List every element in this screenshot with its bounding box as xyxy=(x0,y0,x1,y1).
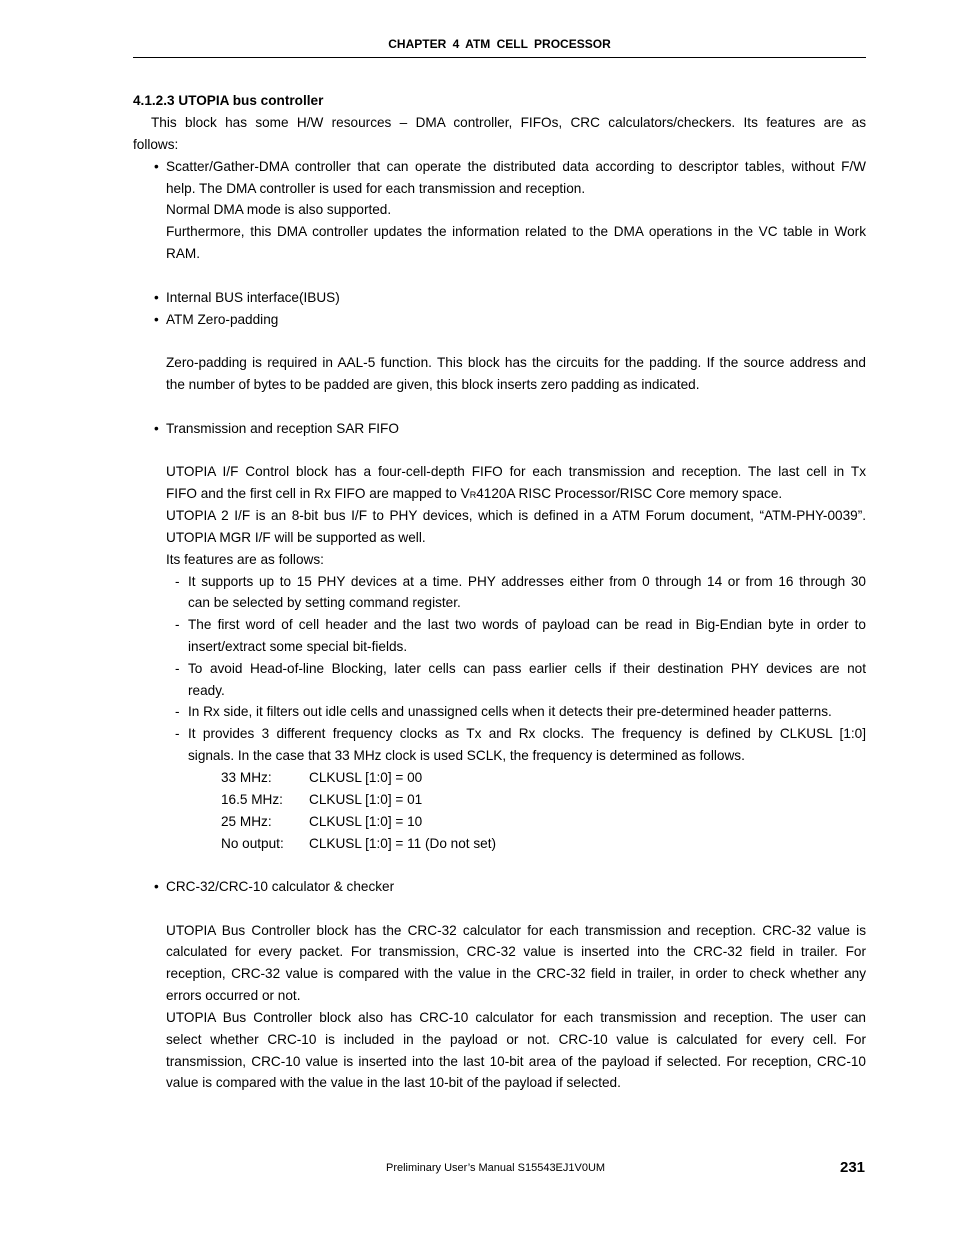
dash-item-3-line-1: To avoid Head-of-line Blocking, later cells can pass earlier cells if their destination PHY devices are not xyxy=(188,661,866,676)
sar-fifo-title: Transmission and reception SAR FIFO xyxy=(166,421,399,436)
dash-item-4-line-1: In Rx side, it filters out idle cells and unassigned cells when it detects their pre-determined header patterns. xyxy=(188,704,832,719)
crc-line-6: select whether CRC-10 is included in the payload or not. CRC-10 value is calculated for every cell. For xyxy=(166,1032,866,1047)
bullet-sar-fifo: • xyxy=(154,421,159,436)
sar-fifo-line-5: Its features are as follows: xyxy=(166,552,324,567)
dash-item-2-marker: - xyxy=(175,617,180,632)
crc-line-3: reception, CRC-32 value is compared with the value in the CRC-32 field in trailer, in order to check whether any xyxy=(166,966,866,981)
clock-setting-2: CLKUSL [1:0] = 01 xyxy=(309,792,423,807)
zero-padding-line-1: Zero-padding is required in AAL-5 function. This block has the circuits for the padding. If the source address and xyxy=(166,355,866,370)
crc-line-2: calculated for every packet. For transmission, CRC-32 value is inserted into the CRC-32 field in trailer. For xyxy=(166,944,866,959)
dash-item-2-line-1: The first word of cell header and the last two words of payload can be read in Big-Endian byte in order to xyxy=(188,617,866,632)
dash-item-1-line-2: can be selected by setting command register. xyxy=(188,595,461,610)
dma-line-4: Furthermore, this DMA controller updates the information related to the DMA operations in the VC table in Work xyxy=(166,224,866,239)
crc-line-5: UTOPIA Bus Controller block also has CRC-10 calculator for each transmission and reception. The user can xyxy=(166,1010,866,1025)
dash-item-3-marker: - xyxy=(175,661,180,676)
crc-line-4: errors occurred or not. xyxy=(166,988,301,1003)
dma-line-3: Normal DMA mode is also supported. xyxy=(166,202,392,217)
sar-fifo-line-1: UTOPIA I/F Control block has a four-cell-depth FIFO for each transmission and reception. The last cell in Tx xyxy=(166,464,866,479)
clock-freq-3: 25 MHz: xyxy=(221,814,272,829)
clock-setting-3: CLKUSL [1:0] = 10 xyxy=(309,814,423,829)
sar-fifo-line-2 xyxy=(166,485,782,504)
clock-setting-4: CLKUSL [1:0] = 11 (Do not set) xyxy=(309,836,497,851)
clock-freq-2: 16.5 MHz: xyxy=(221,792,283,807)
chapter-header: CHAPTER 4 ATM CELL PROCESSOR xyxy=(388,37,611,51)
dma-line-2: help. The DMA controller is used for each transmission and reception. xyxy=(166,181,586,196)
dash-item-3-line-2: ready. xyxy=(188,683,225,698)
clock-freq-1: 33 MHz: xyxy=(221,770,272,785)
dash-item-1-line-1: It supports up to 15 PHY devices at a time. PHY addresses either from 0 through 14 or from 16 through 30 xyxy=(188,574,866,589)
clock-freq-4: No output: xyxy=(221,836,284,851)
dash-item-4-marker: - xyxy=(175,704,180,719)
footer-manual-title: Preliminary User’s Manual S15543EJ1V0UM xyxy=(386,1162,606,1174)
bullet-crc: • xyxy=(154,879,159,894)
intro-line-1: This block has some H/W resources – DMA controller, FIFOs, CRC calculators/checkers. Its features are as xyxy=(151,115,866,130)
header-rule xyxy=(133,57,866,58)
dash-item-5-marker: - xyxy=(175,726,180,741)
sar-fifo-line-4: UTOPIA MGR I/F will be supported as well. xyxy=(166,530,426,545)
dash-item-2-line-2: insert/extract some special bit-fields. xyxy=(188,639,408,654)
crc-line-7: transmission, CRC-10 value is inserted into the last 10-bit area of the payload if selected. For reception, CRC-10 xyxy=(166,1054,866,1069)
bullet-dma: • xyxy=(154,159,159,174)
bullet-ibus: • xyxy=(154,290,159,305)
sar-fifo-vr-subscript: R xyxy=(469,490,477,500)
sar-fifo-line-2a: FIFO and the first cell in Rx FIFO are mapped to V xyxy=(166,486,470,501)
section-title: 4.1.2.3 UTOPIA bus controller xyxy=(133,93,324,108)
zero-padding-title: ATM Zero-padding xyxy=(166,312,279,327)
intro-line-2: follows: xyxy=(133,137,179,152)
bullet-zero-padding: • xyxy=(154,312,159,327)
clock-setting-1: CLKUSL [1:0] = 00 xyxy=(309,770,423,785)
dash-item-5-line-2: signals. In the case that 33 MHz clock is used SCLK, the frequency is determined as follows. xyxy=(188,748,745,763)
ibus-item: Internal BUS interface(IBUS) xyxy=(166,290,340,305)
dma-line-1: Scatter/Gather-DMA controller that can operate the distributed data according to descriptor tables, without F/W xyxy=(166,159,866,174)
page-number: 231 xyxy=(840,1159,866,1176)
crc-line-1: UTOPIA Bus Controller block has the CRC-32 calculator for each transmission and reception. CRC-32 value is xyxy=(166,923,866,938)
dash-item-1-marker: - xyxy=(175,574,180,589)
zero-padding-line-2: the number of bytes to be padded are given, this block inserts zero padding as indicated. xyxy=(166,377,700,392)
crc-line-8: value is compared with the value in the last 10-bit of the payload if selected. xyxy=(166,1075,621,1090)
sar-fifo-line-2b: 4120A RISC Processor/RISC Core memory space. xyxy=(476,486,783,501)
crc-title: CRC-32/CRC-10 calculator & checker xyxy=(166,879,395,894)
sar-fifo-line-3: UTOPIA 2 I/F is an 8-bit bus I/F to PHY devices, which is defined in a ATM Forum document, “ATM-PHY-0039”. xyxy=(166,508,866,523)
dma-line-5: RAM. xyxy=(166,246,200,261)
dash-item-5-line-1: It provides 3 different frequency clocks as Tx and Rx clocks. The frequency is defined by CLKUSL [1:0] xyxy=(188,726,866,741)
